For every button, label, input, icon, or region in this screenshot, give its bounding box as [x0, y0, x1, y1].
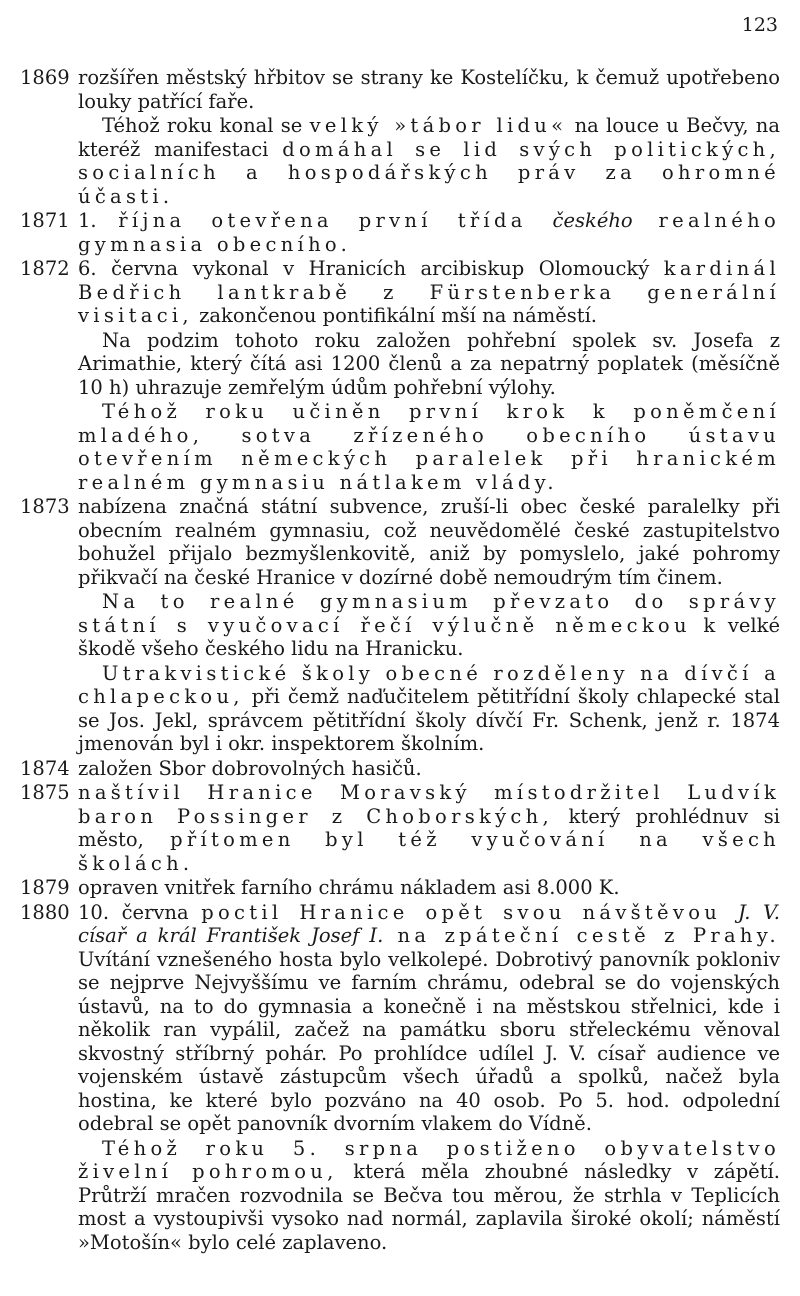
- text-segment: která měla zhoubné následky v zápětí. Průtrží mračen rozvodnila se Bečva tou měrou, že strhla v Teplicích most a vystoupivši vysoko nad normál, zaplavila široké okolí; náměstí »Motošín« bylo celé zaplaveno.: [78, 1160, 780, 1254]
- text-segment: nabízena značná státní subvence, zruší-li obec české paralelky při obecním realném gymnasiu, což neuvědomělé české zastupitelstvo bohužel přijalo bezmyšlenkovitě, aniž by pomyslelo, jaké pohromy přikvačí na české Hranice v dozírné době nemoudrým tím činem.: [78, 495, 780, 589]
- entry-year: 1871: [20, 209, 70, 232]
- text-segment: založen Sbor dobrovolných hasičů.: [78, 756, 422, 780]
- spaced-text: naštívil Hranice Moravský místodržitel Ludvík baron Possinger z Choborských,: [78, 781, 780, 828]
- text-segment: 10. června: [78, 900, 202, 924]
- text-segment: který prohlédnuv si město,: [78, 804, 780, 851]
- spaced-text: domáhal se lid svých politických, socialních a hospodářských práv za ohromné účasti.: [78, 137, 780, 208]
- text-segment: Téhož roku konal se: [102, 114, 310, 137]
- entry-body: [78, 876, 780, 901]
- chronicle-entry: [20, 257, 780, 495]
- entry-paragraph: [78, 781, 780, 875]
- spaced-text: realného gymnasia obecního.: [78, 209, 781, 256]
- spaced-text: Na to realné gymnasium převzato do správy státní s vyučovací řečí výlučně německou: [78, 590, 780, 637]
- chronicle-text: [20, 66, 780, 1255]
- chronicle-entry: [20, 876, 780, 901]
- entry-paragraph: [78, 876, 780, 900]
- entry-body: [78, 901, 780, 1256]
- text-segment: Na podzim tohoto roku založen pohřební spolek sv. Josefa z Arimathie, který čítá asi 1200 členů a za nepatrný poplatek (měsíčně 10 h) uhrazuje zemřelým údům pohřební výlohy.: [78, 328, 780, 399]
- entry-paragraph: [78, 114, 780, 208]
- entry-body: [78, 495, 780, 757]
- spaced-text: velký »tábor lidu«: [309, 114, 568, 137]
- text-segment: Uvítání vznešeného hosta bylo velkolepé. Dobrotivý panovník pokloniv se nejprve Nejvyššímu ve farním chrámu, odebral se do vojenských ústavů, na to do gymnasia a konečně i na městskou střelnici, kde i několik ran vypálil, začež na památku sboru střeleckému věnoval skvostný stříbrný pohár. Po prohlídce udílel J. V. císař audience ve vojenském ústavě zástupcům všech úřadů a spolků, načež byla hostina, ke které bylo pozváno na 40 osob. Po 5. hod. odpolední odebral se opět panovník dvorním vlakem do Vídně.: [78, 947, 780, 1135]
- entry-year: 1875: [20, 781, 70, 804]
- spaced-text: Téhož roku učiněn první krok k poněmčení mladého, sotva zřízeného obecního ústavu otevřením německých paralelek při hranickém realném gymnasiu nátlakem vlády.: [78, 400, 780, 494]
- italic-text: českého: [552, 209, 633, 232]
- spaced-text: kardinál Bedřich lantkrabě z Fürstenberka generální visitaci,: [78, 257, 780, 327]
- entry-paragraph: [78, 590, 780, 661]
- chronicle-entry: [20, 901, 780, 1256]
- text-segment: na louce u Bečvy, na kteréž manifestaci: [78, 114, 780, 161]
- entry-body: [78, 781, 780, 876]
- entry-year: 1879: [20, 876, 70, 899]
- entry-paragraph: [78, 662, 780, 756]
- entry-paragraph: [78, 757, 780, 781]
- spaced-text: Téhož roku 5. srpna postiženo obyvatelstvo živelní pohromou,: [78, 1136, 780, 1183]
- text-segment: 1.: [78, 209, 119, 232]
- text-segment: rozšířen městský hřbitov se strany ke Kostelíčku, k čemuž upotřebeno louky patřící faře.: [78, 66, 780, 113]
- chronicle-entry: [20, 66, 780, 209]
- text-segment: 6. června vykonal v Hranicích arcibiskup Olomoucký: [78, 257, 664, 280]
- chronicle-entry: [20, 781, 780, 876]
- entry-body: [78, 66, 780, 209]
- spaced-text: Utrakvistické školy obecné rozděleny na dívčí a chlapeckou,: [78, 661, 780, 708]
- entry-paragraph: [78, 400, 780, 494]
- entry-paragraph: [78, 66, 780, 113]
- chronicle-entry: [20, 495, 780, 757]
- entry-paragraph: [78, 257, 780, 328]
- text-segment: k velké škodě všeho českého lidu na Hranicku.: [78, 613, 780, 660]
- page-number: 123: [741, 14, 778, 36]
- entry-paragraph: [78, 209, 780, 256]
- spaced-text: poctil Hranice opět svou návštěvou: [201, 900, 738, 924]
- text-segment: zakončenou pontifikální mší na náměstí.: [192, 304, 598, 327]
- text-segment: při čemž naďučitelem pětitřídní školy chlapecké stal se Jos. Jekl, správcem pětitřídní školy dívčí Fr. Schenk, jenž r. 1874 jmenován byl i okr. inspektorem školním.: [78, 685, 780, 755]
- entry-year: 1869: [20, 66, 70, 89]
- entry-body: [78, 757, 780, 782]
- chronicle-entry: [20, 757, 780, 782]
- entry-paragraph: [78, 901, 780, 1136]
- entry-year: 1874: [20, 756, 70, 780]
- entry-body: [78, 257, 780, 495]
- entry-year: 1880: [20, 900, 70, 924]
- spaced-text: na zpáteční cestě z Prahy.: [383, 924, 780, 947]
- entry-body: [78, 209, 780, 257]
- spaced-text: října otevřena první třída: [118, 209, 553, 232]
- chronicle-entry: [20, 209, 780, 257]
- entry-paragraph: [78, 1137, 780, 1255]
- entry-paragraph: [78, 329, 780, 400]
- entry-paragraph: [78, 495, 780, 589]
- text-segment: opraven vnitřek farního chrámu nákladem asi 8.000 K.: [78, 876, 620, 899]
- entry-year: 1872: [20, 257, 70, 280]
- spaced-text: přítomen byl též vyučování na všech školách.: [78, 828, 781, 875]
- entry-year: 1873: [20, 495, 70, 518]
- italic-text: J. V. císař a král František Josef I.: [78, 900, 780, 947]
